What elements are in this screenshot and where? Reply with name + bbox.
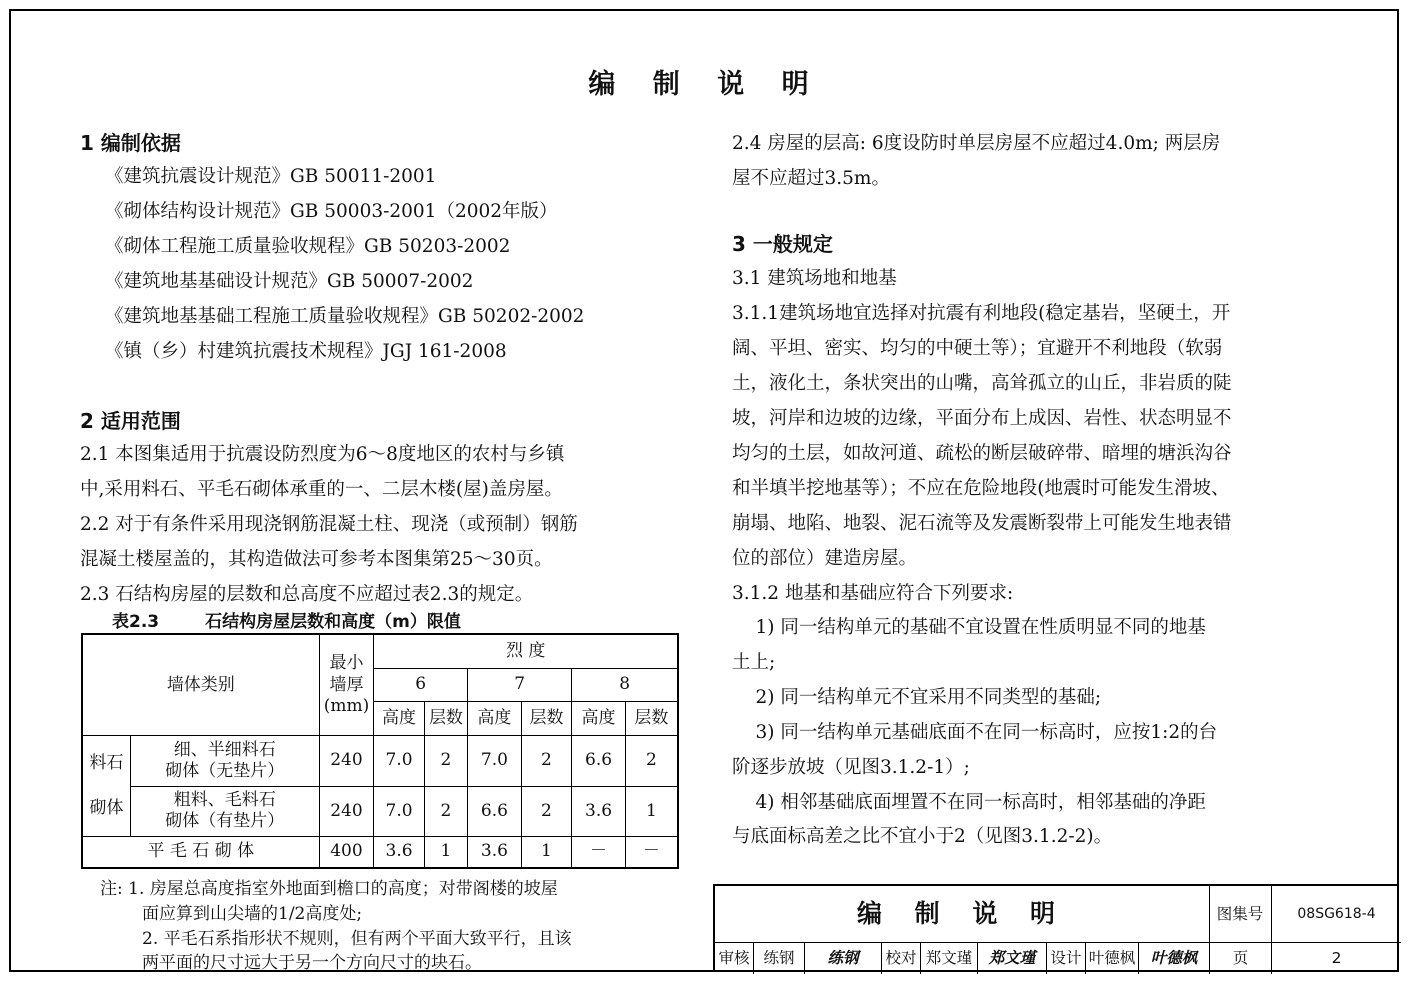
body-line: 阔、平坦、密实、均匀的中硬土等）；宜避开不利地段（软弱 — [732, 338, 1223, 359]
body-line: 阶逐步放坡（见图3.1.2-1）; — [732, 757, 970, 778]
wall-type-cell: 粗料、毛料石 砌体（有垫片） — [130, 786, 319, 836]
section-2-title: 2 适用范围 — [80, 409, 181, 433]
body-line: 和半填半挖地基等）；不应在危险地段(地震时可能发生滑坡、 — [732, 478, 1230, 499]
wall-type-cell: 平 毛 石 砌 体 — [82, 837, 319, 868]
table-row — [82, 786, 678, 836]
table-number: 表2.3 — [112, 612, 160, 632]
table-caption — [112, 607, 507, 632]
body-line: 3) 同一结构单元基础底面不在同一标高时，应按1:2的台 — [732, 722, 1218, 743]
note-line: 注: 1. 房屋总高度指室外地面到檐口的高度；对带阁楼的坡屋 — [100, 879, 558, 899]
body-line: 均匀的土层，如故河道、疏松的断层破碎带、暗埋的塘浜沟谷 — [732, 443, 1232, 464]
value-cell: 7.0 — [468, 736, 522, 786]
body-line: 2.4 房屋的层高: 6度设防时单层房屋不应超过4.0m; 两层房 — [732, 133, 1221, 154]
value-cell: 6.6 — [468, 786, 522, 836]
value-cell: 7.0 — [374, 736, 425, 786]
body-line: 2) 同一结构单元不宜采用不同类型的基础; — [732, 687, 1102, 708]
thickness-cell: 240 — [319, 736, 374, 786]
value-cell: 3.6 — [572, 786, 626, 836]
header-degree: 6 — [374, 668, 468, 701]
review-label: 审核 — [715, 943, 754, 974]
header-wall-type: 墙体类别 — [82, 634, 319, 736]
value-cell: 1 — [625, 786, 678, 836]
value-cell: － — [625, 837, 678, 868]
header-floors: 层数 — [625, 702, 678, 736]
section-3-title: 3 一般规定 — [732, 232, 833, 256]
reference-item: 《建筑地基基础设计规范》GB 50007-2002 — [105, 271, 474, 292]
body-line: 2.2 对于有条件采用现浇钢筋混凝土柱、现浇（或预制）钢筋 — [80, 514, 578, 535]
body-line: 3.1.1建筑场地宜选择对抗震有利地段(稳定基岩，坚硬土，开 — [732, 303, 1231, 324]
value-cell: 3.6 — [468, 837, 522, 868]
body-line: 3.1 建筑场地和地基 — [732, 268, 897, 289]
reference-item: 《镇（乡）村建筑抗震技术规程》JGJ 161-2008 — [105, 341, 507, 362]
value-cell: 2 — [521, 786, 572, 836]
table-row — [82, 837, 678, 868]
body-line: 崩塌、地陷、地裂、泥石流等及发震断裂带上可能发生地表错 — [732, 513, 1232, 534]
reference-item: 《建筑地基基础工程施工质量验收规程》GB 50202-2002 — [105, 306, 585, 327]
thickness-cell: 400 — [319, 837, 374, 868]
body-line: 2.1 本图集适用于抗震设防烈度为6～8度地区的农村与乡镇 — [80, 444, 565, 465]
designer-signature: 叶德枫 — [1139, 943, 1210, 974]
header-degree: 7 — [468, 668, 572, 701]
group-cell: 料石 砌体 — [82, 736, 130, 837]
value-cell: 2 — [424, 786, 467, 836]
header-intensity: 烈 度 — [374, 634, 678, 668]
wall-type-cell: 细、半细料石 砌体（无垫片） — [130, 736, 319, 786]
body-line: 坡，河岸和边坡的边缘，平面分布上成因、岩性、状态明显不 — [732, 408, 1232, 429]
value-cell: 2 — [424, 736, 467, 786]
title-block — [713, 884, 1399, 972]
body-line: 4) 相邻基础底面埋置不在同一标高时，相邻基础的净距 — [732, 792, 1206, 813]
note-line: 两平面的尺寸远大于另一个方向尺寸的块石。 — [142, 953, 482, 973]
header-degree: 8 — [572, 668, 678, 701]
body-line: 3.1.2 地基和基础应符合下列要求: — [732, 583, 1014, 604]
body-line: 土上; — [732, 652, 776, 673]
design-label: 设计 — [1047, 943, 1086, 974]
value-cell: 1 — [521, 837, 572, 868]
thickness-cell: 240 — [319, 786, 374, 836]
section-1-title: 1 编制依据 — [80, 131, 181, 155]
header-min-thickness: 最小 墙厚 (mm) — [319, 634, 374, 736]
body-line: 中,采用料石、平毛石砌体承重的一、二层木楼(屋)盖房屋。 — [80, 479, 563, 500]
designer-name: 叶德枫 — [1086, 943, 1139, 974]
body-line: 1) 同一结构单元的基础不宜设置在性质明显不同的地基 — [732, 617, 1206, 638]
body-line: 与底面标高差之比不宜小于2（见图3.1.2-2)。 — [732, 826, 1113, 847]
table-row — [82, 736, 678, 786]
checker-signature: 郑文瑾 — [978, 943, 1047, 974]
body-line: 屋不应超过3.5m。 — [732, 168, 890, 189]
page-number: 2 — [1331, 949, 1342, 967]
reference-item: 《建筑抗震设计规范》GB 50011-2001 — [105, 166, 437, 187]
value-cell: 3.6 — [374, 837, 425, 868]
reference-item: 《砌体工程施工质量验收规程》GB 50203-2002 — [105, 236, 511, 257]
table-title: 石结构房屋层数和高度（m）限值 — [205, 612, 461, 632]
body-line: 2.3 石结构房屋的层数和总高度不应超过表2.3的规定。 — [80, 584, 534, 605]
limits-table — [81, 633, 679, 869]
value-cell: 1 — [424, 837, 467, 868]
check-label: 校对 — [882, 943, 921, 974]
header-height: 高度 — [374, 702, 425, 736]
header-floors: 层数 — [424, 702, 467, 736]
value-cell: 2 — [521, 736, 572, 786]
checker-name: 郑文瑾 — [921, 943, 978, 974]
header-floors: 层数 — [521, 702, 572, 736]
note-line: 2. 平毛石系指形状不规则，但有两个平面大致平行，且该 — [142, 929, 572, 949]
atlas-label: 图集号 — [1209, 886, 1272, 943]
page-label: 页 — [1210, 943, 1272, 974]
value-cell: 2 — [625, 736, 678, 786]
page-title: 编 制 说 明 — [588, 69, 823, 100]
reviewer-name: 练钢 — [754, 943, 805, 974]
reviewer-signature: 练钢 — [805, 943, 882, 974]
header-height: 高度 — [468, 702, 522, 736]
body-line: 土，液化土，条状突出的山嘴，高耸孤立的山丘，非岩质的陡 — [732, 373, 1232, 394]
header-height: 高度 — [572, 702, 626, 736]
body-line: 混凝土楼屋盖的，其构造做法可参考本图集第25～30页。 — [80, 549, 553, 570]
value-cell: 7.0 — [374, 786, 425, 836]
title-block-name: 编 制 说 明 — [715, 886, 1210, 943]
note-line: 面应算到山尖墙的1/2高度处; — [142, 904, 363, 924]
reference-item: 《砌体结构设计规范》GB 50003-2001（2002年版） — [105, 201, 558, 222]
body-line: 位的部位）建造房屋。 — [732, 548, 918, 569]
value-cell: 6.6 — [572, 736, 626, 786]
atlas-number: 08SG618-4 — [1272, 886, 1401, 943]
value-cell: － — [572, 837, 626, 868]
